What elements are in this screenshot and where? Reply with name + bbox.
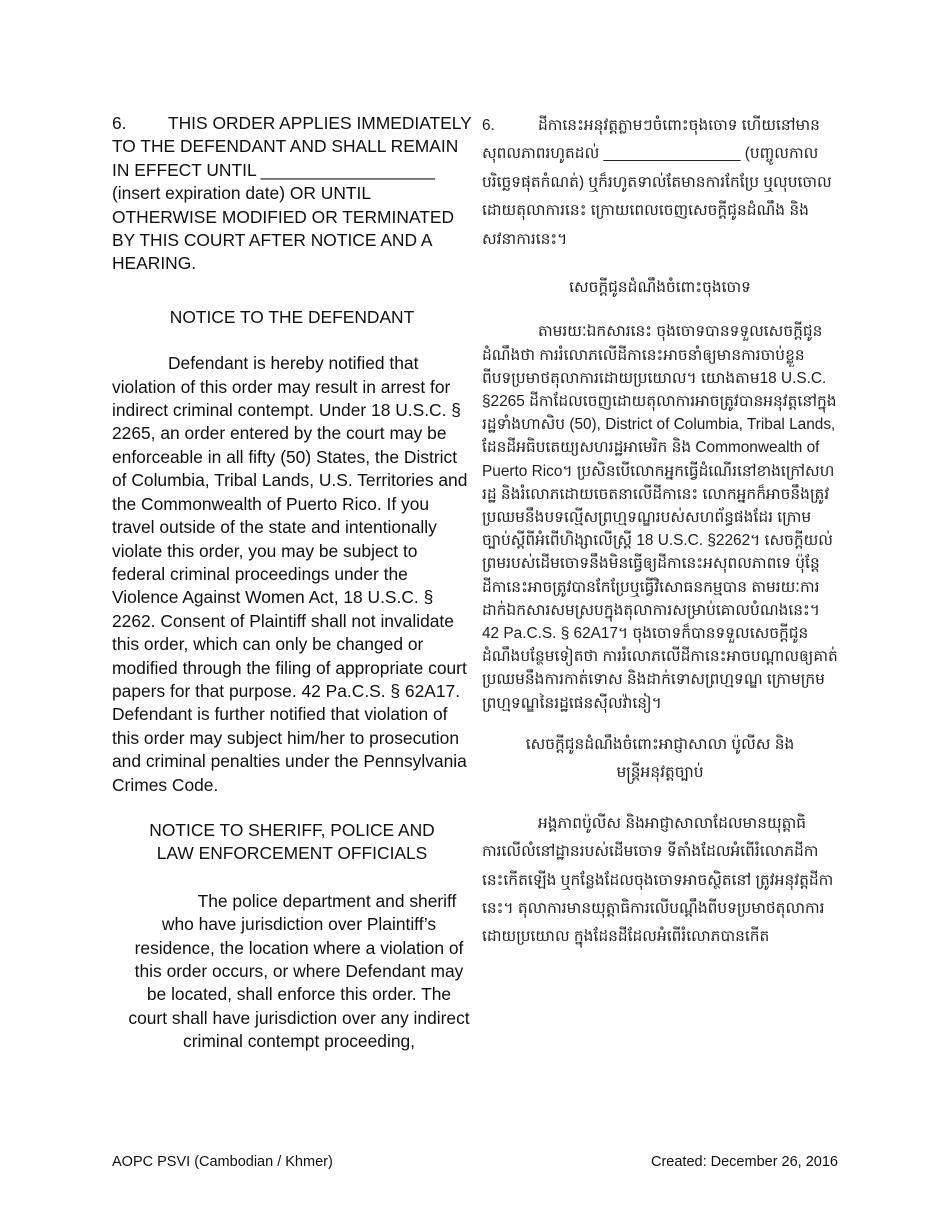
- section-6-english: [112, 112, 472, 276]
- section-6-text: THIS ORDER APPLIES IMMEDIATELY TO THE DEFENDANT AND SHALL REMAIN IN EFFECT UNTIL __________________ (insert expiration date) OR UNTIL OTHERWISE MODIFIED OR TERMINATED BY THIS COURT AFTER NOTICE AND A HEARING.: [112, 113, 472, 274]
- notice-sheriff-text: [112, 890, 472, 1054]
- notice-sheriff-heading-khmer-line2: មន្ត្រីអនុវត្តច្បាប់: [616, 764, 704, 782]
- notice-sheriff-heading-line2: LAW ENFORCEMENT OFFICIALS: [156, 843, 428, 864]
- section-6-khmer: [482, 112, 838, 254]
- notice-sheriff-heading-khmer: [482, 731, 838, 788]
- section-6-text-khmer: ដីកានេះអនុវត្តភ្លាមៗចំពោះចុងចោទ ហើយនៅមានសុពលភាពរហូតដល់ ________________ (បញ្ចូលកាលបរិច្ឆេទផុតកំណត់) ឬក៏រហូតទាល់តែមានការកែប្រែ ឬលុបចោលដោយតុលាការនេះ ក្រោយពេលចេញសេចក្តីជូនដំណឹង និងសវនាការនេះ។: [482, 117, 832, 248]
- notice-defendant-heading: NOTICE TO THE DEFENDANT: [169, 306, 415, 327]
- notice-defendant-text: Defendant is hereby notified that violation of this order may result in arrest for indirect criminal contempt. Under 18 U.S.C. § 2265, an order entered by the court may be enforceable in all fifty (50) States, the District of Columbia, Tribal Lands, U.S. Territories and the Commonwealth of Puerto Rico. If you travel outside of the state and intentionally violate this order, you may be subject to federal criminal proceedings under the Violence Against Women Act, 18 U.S.C. § 2262. Consent of Plaintiff shall not invalidate this order, which can only be changed or modified through the filing of appropriate court papers for that purpose. 42 Pa.C.S. § 62A17. Defendant is further notified that violation of this order may subject him/her to prosecution and criminal penalties under the Pennsylvania Crimes Code.: [112, 353, 468, 795]
- notice-sheriff-body: The police department and sheriff who have jurisdiction over Plaintiff’s residence, the location where a violation of this order occurs, or where Defendant may be located, shall enforce this order. The court shall have jurisdiction over any indirect criminal contempt proceeding,: [128, 890, 470, 1052]
- notice-sheriff-text-khmer: អង្គភាពប៉ូលីស និងអាជ្ញាសាលាដែលមានយុត្តាធិការលើលំនៅដ្ឋានរបស់ដើមចោទ ទីតាំងដែលអំពើរំលោភដីកានេះកើតឡើង ឬកន្លែងដែលចុងចោទអាចស្ថិតនៅ ត្រូវអនុវត្តដីកានេះ។ តុលាការមានយុត្តាធិការលើបណ្តឹងពីបទប្រមាថតុលាការដោយប្រយោល ក្នុងដែនដីដែលអំពើរំលោភបានកើត: [482, 814, 834, 946]
- section-number: 6.: [112, 113, 127, 133]
- english-column: [112, 112, 472, 1054]
- notice-defendant-heading-khmer: សេចក្តីជូនដំណឹងចំពោះចុងចោទ: [569, 279, 751, 297]
- khmer-column: [482, 112, 838, 952]
- footer-form-id: AOPC PSVI (Cambodian / Khmer): [112, 1154, 333, 1170]
- notice-sheriff-heading: [112, 819, 472, 866]
- notice-sheriff-heading-line1: NOTICE TO SHERIFF, POLICE AND: [149, 819, 435, 840]
- notice-sheriff-heading-khmer-line1: សេចក្តីជូនដំណឹងចំពោះអាជ្ញាសាលា ប៉ូលីស និង: [525, 735, 795, 753]
- footer-created-date: Created: December 26, 2016: [651, 1154, 838, 1170]
- section-number-khmer: 6.: [482, 117, 495, 134]
- notice-defendant-text-khmer: តាមរយៈឯកសារនេះ ចុងចោទបានទទួលសេចក្តីជូនដំណឹងថា ការរំលោភលើដីកានេះអាចនាំឲ្យមានការចាប់ខ្លួន ពីបទប្រមាថតុលាការដោយប្រយោល។ យោងតាម18 U.S.C. §2265 ដីកាដែលចេញដោយតុលាការអាចត្រូវបានអនុវត្តនៅក្នុងរដ្ឋទាំងហាសិប (50), District of Columbia, Tribal Lands, ដែនដីអធិបតេយ្យសហរដ្ឋអាមេរិក និង Commonwealth of Puerto Rico។ ប្រសិនបើលោកអ្នកធ្វើដំណើរនៅខាងក្រៅសហរដ្ឋ និងរំលោភដោយចេតនាលើដីកានេះ លោកអ្នកក៏អាចនឹងត្រូវប្រឈមនឹងបទល្មើសព្រហ្មទណ្ឌរបស់សហព័ន្ធផងដែរ ក្រោមច្បាប់ស្តីពីអំពើហិង្សាលើស្ត្រី 18 U.S.C. §2262។ សេចក្តីយល់ព្រមរបស់ដើមចោទនឹងមិនធ្វើឲ្យដីកានេះអសុពលភាពទេ ប៉ុន្តែដីកានេះអាចត្រូវបានកែប្រែឬធ្វើវិសោធនកម្មបាន តាមរយៈការដាក់ឯកសារសមស្របក្នុងតុលាការសម្រាប់គោលបំណងនេះ។ 42 Pa.C.S. § 62A17។ ចុងចោទក៏បានទទួលសេចក្តីជូនដំណឹងបន្ថែមទៀតថា ការរំលោភលើដីកានេះអាចបណ្តាលឲ្យគាត់ប្រឈមនឹងការកាត់ទោស និងដាក់ទោសព្រហ្មទណ្ឌ ក្រោមក្រមព្រហ្មទណ្ឌនៃរដ្ឋផេនស៊ីលវ៉ានៀ។: [482, 323, 838, 712]
